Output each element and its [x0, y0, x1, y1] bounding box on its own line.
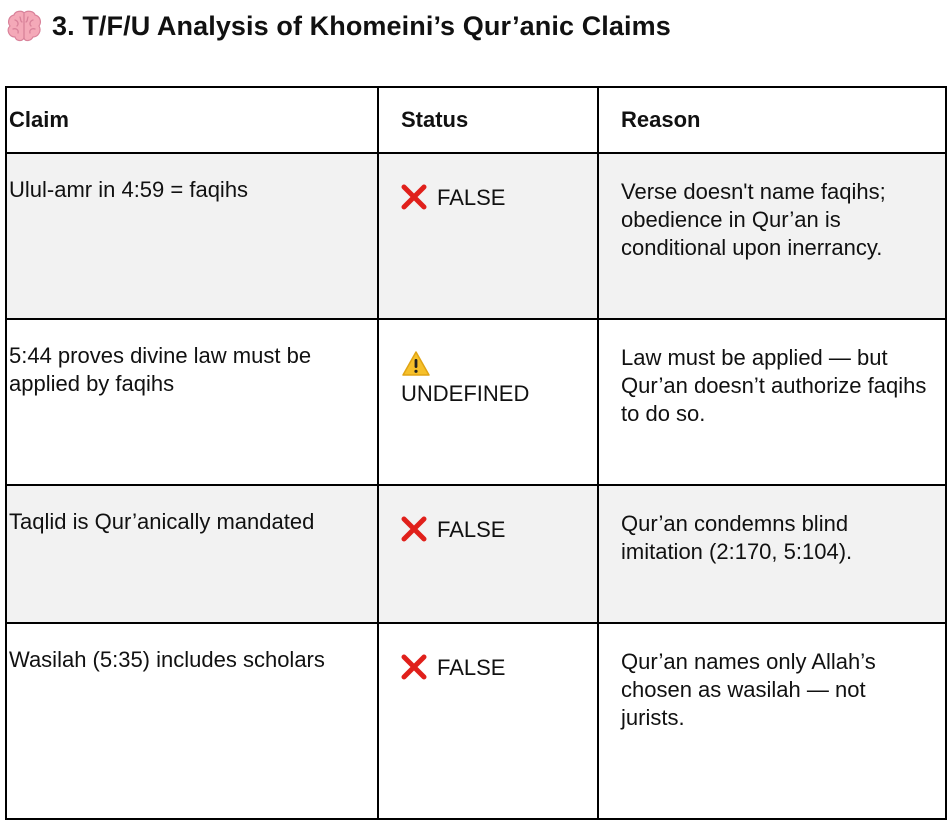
table-row: [6, 623, 946, 819]
status-label: FALSE: [437, 517, 506, 542]
table-row: [6, 319, 946, 485]
claim-cell: Ulul-amr in 4:59 = faqihs: [6, 153, 378, 319]
red-x-icon: [401, 654, 427, 680]
red-x-icon: [401, 516, 427, 542]
claim-cell: 5:44 proves divine law must be applied by faqihs: [6, 319, 378, 485]
reason-cell: Qur’an condemns blind imitation (2:170, 5:104).: [598, 485, 946, 623]
status-label: FALSE: [437, 655, 506, 680]
status-cell: [378, 623, 598, 819]
warning-icon: [401, 350, 431, 378]
status-cell: [378, 153, 598, 319]
header-claim: Claim: [6, 87, 378, 153]
red-x-icon: [401, 184, 427, 210]
status-label: FALSE: [437, 185, 506, 210]
status-cell: [378, 319, 598, 485]
section-heading: [6, 6, 671, 46]
brain-icon: [6, 10, 42, 42]
header-reason: Reason: [598, 87, 946, 153]
status-label: UNDEFINED: [401, 381, 530, 406]
claim-cell: Taqlid is Qur’anically mandated: [6, 485, 378, 623]
status-cell: [378, 485, 598, 623]
reason-cell: Law must be applied — but Qur’an doesn’t authorize faqihs to do so.: [598, 319, 946, 485]
header-status: Status: [378, 87, 598, 153]
table-header-row: [6, 87, 946, 153]
claim-cell: Wasilah (5:35) includes scholars: [6, 623, 378, 819]
reason-cell: Qur’an names only Allah’s chosen as wasilah — not jurists.: [598, 623, 946, 819]
table-row: [6, 485, 946, 623]
section-title: 3. T/F/U Analysis of Khomeini’s Qur’anic Claims: [52, 10, 671, 41]
reason-cell: Verse doesn't name faqihs; obedience in Qur’an is conditional upon inerrancy.: [598, 153, 946, 319]
table-row: [6, 153, 946, 319]
claims-table: [5, 86, 947, 820]
